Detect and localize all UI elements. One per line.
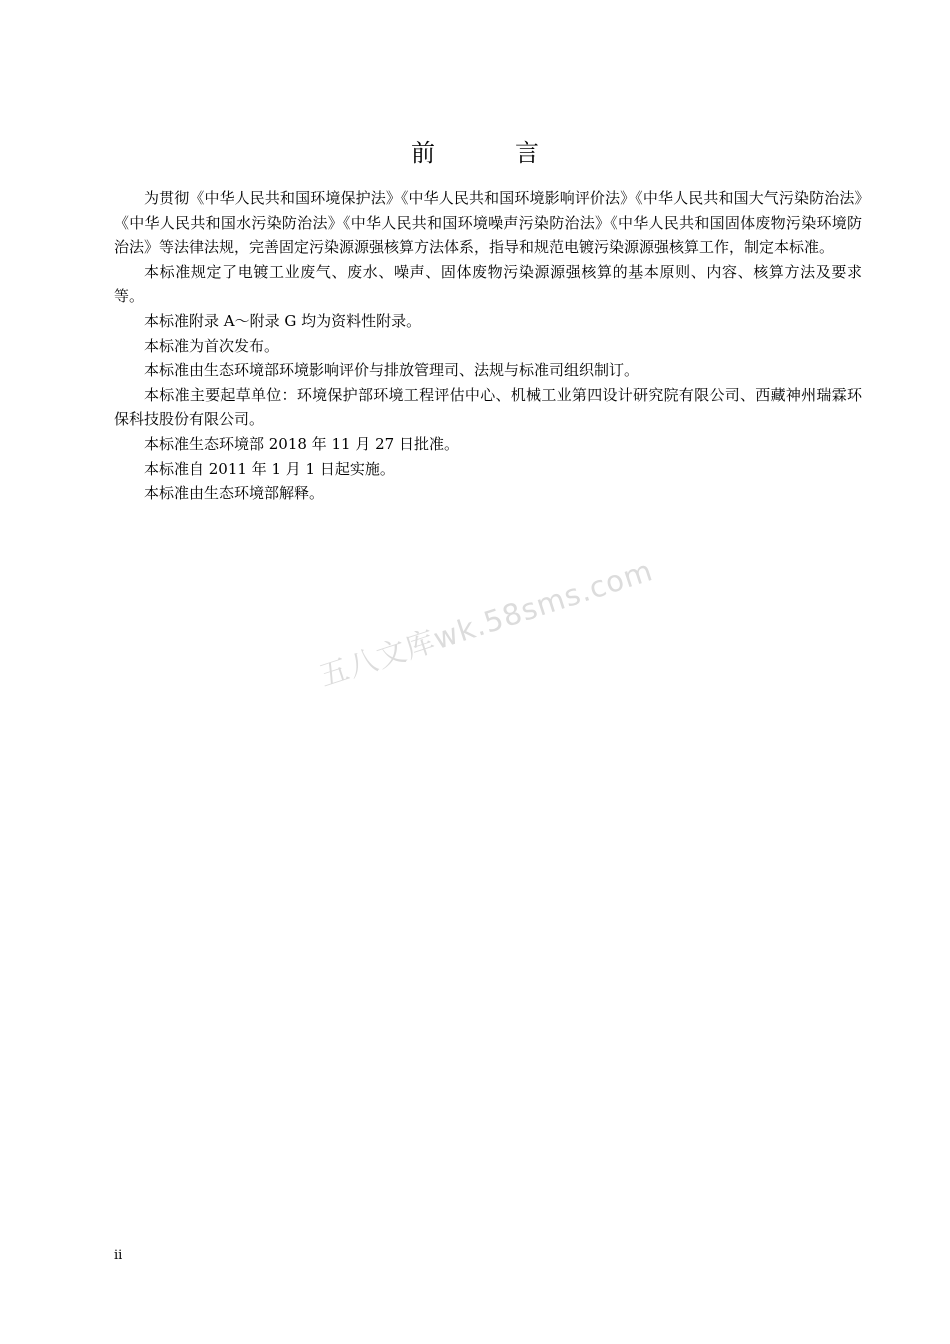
paragraph-approval: 本标准生态环境部 2018 年 11 月 27 日批准。 bbox=[144, 434, 459, 453]
paragraph-interpretation: 本标准由生态环境部解释。 bbox=[144, 484, 325, 503]
paragraph-appendix: 本标准附录 A～附录 G 均为资料性附录。 bbox=[144, 311, 422, 330]
page-title: 前 言 bbox=[411, 139, 567, 167]
page-number: ii bbox=[114, 1248, 123, 1263]
preface-body bbox=[114, 186, 862, 506]
paragraph-first-release: 本标准为首次发布。 bbox=[144, 336, 280, 355]
paragraph-effective-date: 本标准自 2011 年 1 月 1 日起实施。 bbox=[144, 459, 395, 478]
watermark: 五八文库wk.58sms.com bbox=[315, 553, 657, 694]
paragraph-organizer: 本标准由生态环境部环境影响评价与排放管理司、法规与标准司组织制订。 bbox=[144, 361, 640, 380]
paragraph-drafting-units: 本标准主要起草单位：环境保护部环境工程评估中心、机械工业第四设计研究院有限公司、西藏神州瑞霖环保科技股份有限公司。 bbox=[114, 385, 862, 429]
paragraph-scope: 本标准规定了电镀工业废气、废水、噪声、固体废物污染源源强核算的基本原则、内容、核算方法及要求等。 bbox=[114, 262, 862, 306]
paragraph-purpose: 为贯彻《中华人民共和国环境保护法》《中华人民共和国环境影响评价法》《中华人民共和国大气污染防治法》《中华人民共和国水污染防治法》《中华人民共和国环境噪声污染防治法》《中华人民共和国固体废物污染环境防治法》等法律法规，完善固定污染源源强核算方法体系，指导和规范电镀污染源源强核算工作，制定本标准。 bbox=[114, 189, 862, 257]
